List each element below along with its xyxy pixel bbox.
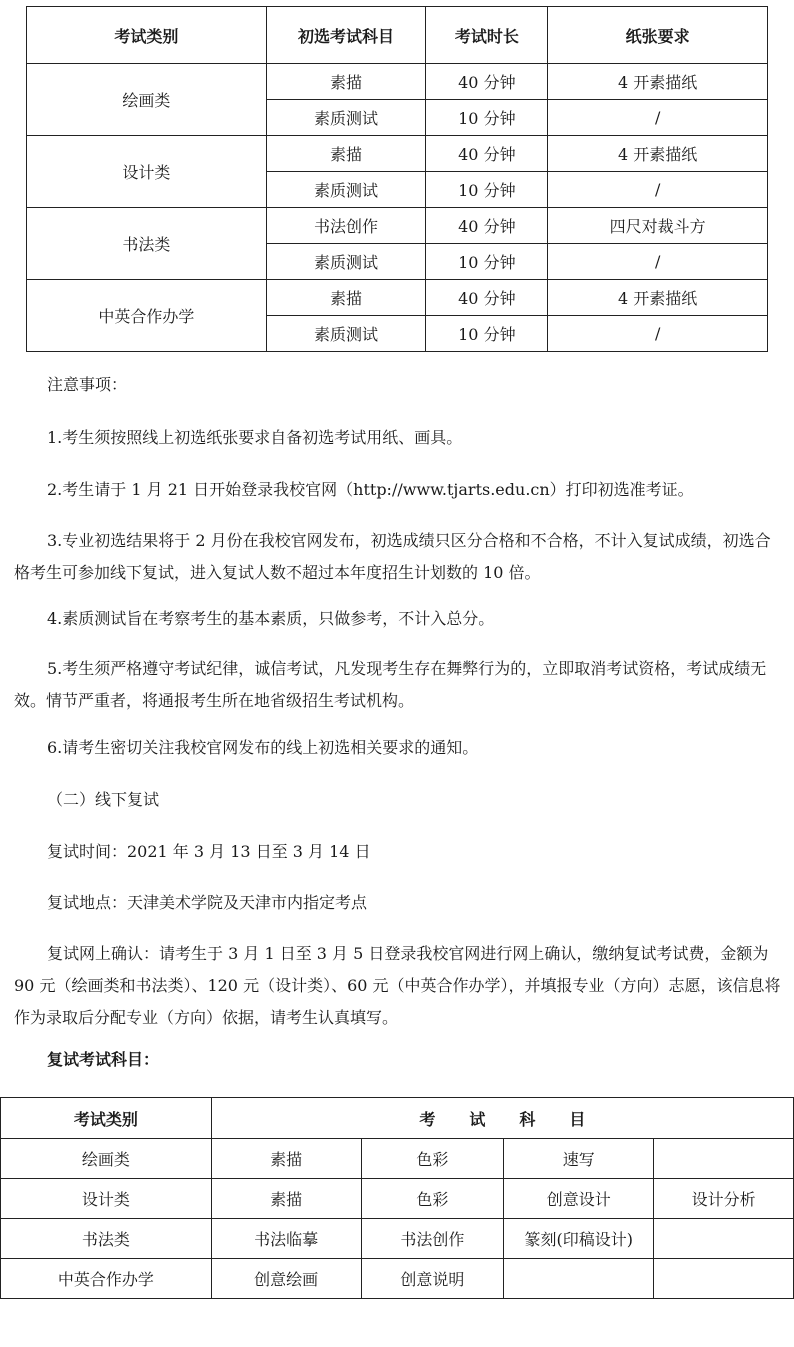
category-cell: 绘画类 [1, 1139, 212, 1179]
category-cell: 设计类 [1, 1179, 212, 1219]
subject-cell: 素质测试 [266, 244, 426, 280]
category-cell: 中英合作办学 [1, 1259, 212, 1299]
header-duration: 考试时长 [426, 7, 548, 64]
table-row [27, 64, 768, 100]
subject-cell: 书法临摹 [211, 1219, 361, 1259]
table-header-row [1, 1098, 794, 1139]
paper-cell: / [548, 244, 768, 280]
note-item: 2.考生请于 1 月 21 日开始登录我校官网（http://www.tjarts.edu.cn）打印初选准考证。 [47, 480, 694, 499]
retest-confirm: 复试网上确认：请考生于 3 月 1 日至 3 月 5 日登录我校官网进行网上确认，缴纳复试考试费，金额为 90 元（绘画类和书法类）、120 元（设计类）、60 元（中英合作办学），并填报专业（方向）志愿，该信息将作为录取后分配专业（方向）依据，请考生认真填写。 [14, 944, 781, 1027]
subject-cell: 色彩 [361, 1179, 504, 1219]
duration-cell: 40 分钟 [426, 136, 548, 172]
duration-cell: 10 分钟 [426, 100, 548, 136]
subject-cell: 篆刻(印稿设计) [504, 1219, 654, 1259]
header-category: 考试类别 [1, 1098, 212, 1139]
table-row [1, 1219, 794, 1259]
subject-cell: 色彩 [361, 1139, 504, 1179]
header-subject: 初选考试科目 [266, 7, 426, 64]
subject-cell: 素质测试 [266, 316, 426, 352]
paper-cell: 4 开素描纸 [548, 280, 768, 316]
subject-cell: 设计分析 [654, 1179, 794, 1219]
subject-cell: 素描 [266, 136, 426, 172]
duration-cell: 40 分钟 [426, 280, 548, 316]
duration-cell: 10 分钟 [426, 172, 548, 208]
duration-cell: 40 分钟 [426, 64, 548, 100]
header-subjects: 考试科目 [211, 1098, 793, 1139]
section-title: （二）线下复试 [47, 790, 160, 809]
subject-cell: 素描 [266, 280, 426, 316]
paper-cell: 四尺对裁斗方 [548, 208, 768, 244]
notes-heading: 注意事项： [47, 375, 128, 394]
subject-cell [654, 1259, 794, 1299]
paper-cell: 4 开素描纸 [548, 136, 768, 172]
table-row [27, 208, 768, 244]
subject-cell: 素描 [266, 64, 426, 100]
duration-cell: 10 分钟 [426, 244, 548, 280]
duration-cell: 40 分钟 [426, 208, 548, 244]
paper-cell: 4 开素描纸 [548, 64, 768, 100]
duration-cell: 10 分钟 [426, 316, 548, 352]
header-paper: 纸张要求 [548, 7, 768, 64]
subject-cell [654, 1139, 794, 1179]
table-row [1, 1259, 794, 1299]
table-row [1, 1179, 794, 1219]
table-row [1, 1139, 794, 1179]
retest-subjects-heading: 复试考试科目： [47, 1050, 160, 1069]
note-item: 5.考生须严格遵守考试纪律，诚信考试，凡发现考生存在舞弊行为的，立即取消考试资格，考试成绩无效。情节严重者，将通报考生所在地省级招生考试机构。 [14, 659, 767, 710]
table-header-row [27, 7, 768, 64]
subject-cell: 书法创作 [361, 1219, 504, 1259]
subject-cell: 书法创作 [266, 208, 426, 244]
header-category: 考试类别 [27, 7, 267, 64]
subject-cell: 素描 [211, 1179, 361, 1219]
table-row [27, 136, 768, 172]
category-cell: 设计类 [27, 136, 267, 208]
category-cell: 绘画类 [27, 64, 267, 136]
category-cell: 中英合作办学 [27, 280, 267, 352]
note-item: 6.请考生密切关注我校官网发布的线上初选相关要求的通知。 [47, 738, 479, 757]
subject-cell: 创意说明 [361, 1259, 504, 1299]
note-item: 3.专业初选结果将于 2 月份在我校官网发布，初选成绩只区分合格和不合格，不计入复试成绩，初选合格考生可参加线下复试，进入复试人数不超过本年度招生计划数的 10 倍。 [14, 531, 771, 582]
category-cell: 书法类 [27, 208, 267, 280]
paper-cell: / [548, 100, 768, 136]
category-cell: 书法类 [1, 1219, 212, 1259]
note-item: 1.考生须按照线上初选纸张要求自备初选考试用纸、画具。 [47, 428, 463, 447]
subject-cell [654, 1219, 794, 1259]
subject-cell: 创意绘画 [211, 1259, 361, 1299]
preliminary-exam-table [26, 6, 768, 352]
subject-cell [504, 1259, 654, 1299]
paper-cell: / [548, 316, 768, 352]
retest-subjects-table [0, 1097, 794, 1299]
subject-cell: 素描 [211, 1139, 361, 1179]
subject-cell: 素质测试 [266, 100, 426, 136]
retest-time: 复试时间：2021 年 3 月 13 日至 3 月 14 日 [47, 842, 371, 861]
subject-cell: 速写 [504, 1139, 654, 1179]
paper-cell: / [548, 172, 768, 208]
table-row [27, 280, 768, 316]
subject-cell: 素质测试 [266, 172, 426, 208]
note-item: 4.素质测试旨在考察考生的基本素质，只做参考，不计入总分。 [47, 609, 495, 628]
retest-place: 复试地点：天津美术学院及天津市内指定考点 [47, 893, 368, 912]
subject-cell: 创意设计 [504, 1179, 654, 1219]
